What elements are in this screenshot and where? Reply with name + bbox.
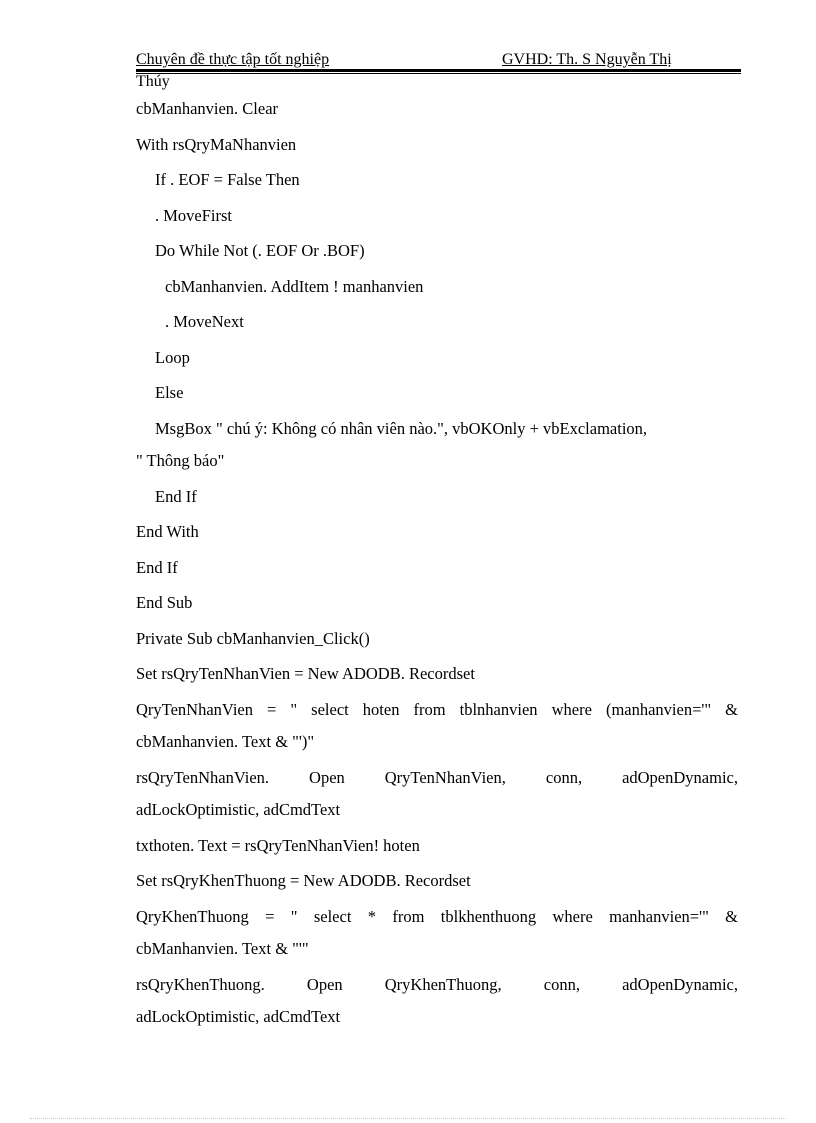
code-line: cbManhanvien. Text & "')" (136, 732, 315, 751)
code-line: Set rsQryTenNhanVien = New ADODB. Recordset (136, 664, 475, 683)
code-line: txthoten. Text = rsQryTenNhanVien! hoten (136, 835, 420, 855)
code-line: . MoveNext (165, 312, 244, 331)
code-listing (136, 98, 738, 1042)
code-line: End If (136, 557, 178, 577)
code-line: Do While Not (. EOF Or .BOF) (155, 241, 365, 260)
code-line: Private Sub cbManhanvien_Click() (136, 628, 370, 648)
code-line: End If (155, 486, 197, 506)
code-line: rsQryKhenThuong. Open QryKhenThuong, conn, adOpenDynamic, (136, 974, 738, 994)
code-line: " Thông báo" (136, 451, 225, 470)
header-document-title: Chuyên đề thực tập tốt nghiệp (136, 51, 330, 68)
page-bottom-divider (30, 1118, 786, 1119)
header-supervisor: GVHD: Th. S Nguyễn Thị (502, 51, 672, 68)
code-line: . MoveFirst (155, 205, 233, 225)
code-line: adLockOptimistic, adCmdText (136, 800, 341, 819)
page-header (136, 51, 741, 71)
code-line: With rsQryMaNhanvien (136, 134, 297, 154)
code-line: End Sub (136, 593, 193, 612)
code-line: Loop (155, 347, 190, 367)
code-line: adLockOptimistic, adCmdText (136, 1007, 341, 1026)
code-line: cbManhanvien. Clear (136, 99, 279, 118)
code-line: MsgBox " chú ý: Không có nhân viên nào.", vbOKOnly + vbExclamation, (155, 418, 648, 438)
code-line: rsQryTenNhanVien. Open QryTenNhanVien, conn, adOpenDynamic, (136, 767, 738, 787)
code-line: QryKhenThuong = " select * from tblkhenthuong where manhanvien='" & (136, 906, 738, 926)
code-line: End With (136, 522, 199, 541)
header-supervisor-continuation: Thúy (136, 73, 170, 90)
code-line: Else (155, 383, 184, 402)
header-rule (136, 69, 741, 74)
code-line: cbManhanvien. AddItem ! manhanvien (165, 276, 424, 296)
code-line: If . EOF = False Then (155, 170, 300, 189)
code-line: Set rsQryKhenThuong = New ADODB. Recordset (136, 871, 471, 890)
code-line: cbManhanvien. Text & "'" (136, 939, 309, 958)
code-line: QryTenNhanVien = " select hoten from tblnhanvien where (manhanvien='" & (136, 699, 738, 719)
